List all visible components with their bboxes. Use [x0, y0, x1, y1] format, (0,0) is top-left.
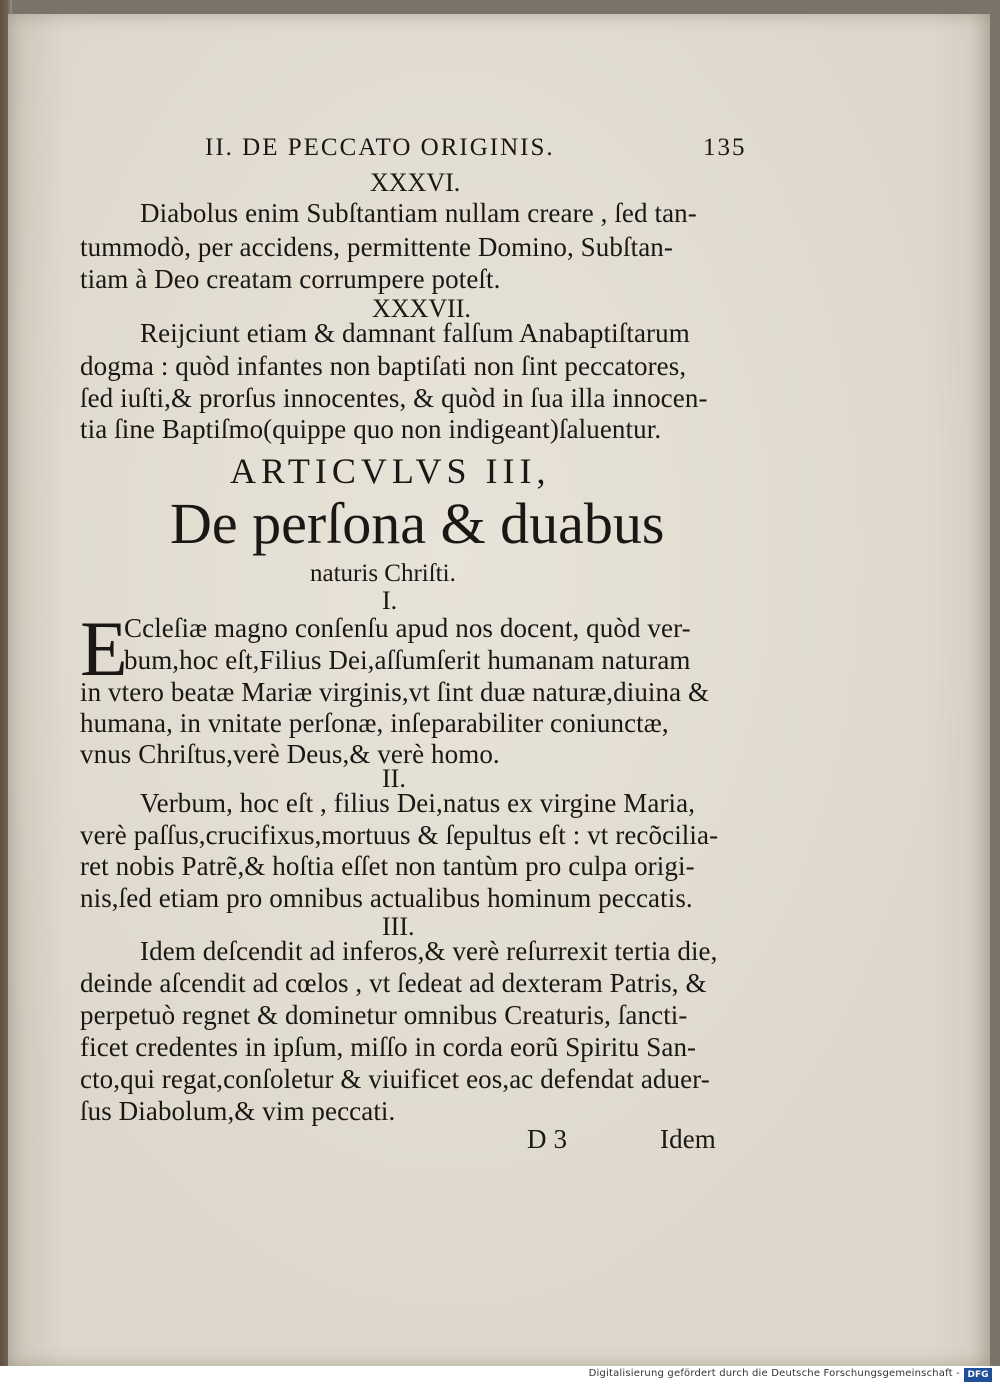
footer-bar — [0, 1366, 1000, 1385]
footer-credit: Digitalisierung gefördert durch die Deutsche Forschungsgemeinschaft - — [588, 1368, 960, 1379]
text-line: tia ſine Baptiſmo(quippe quo non indigeant)ſaluentur. — [80, 414, 662, 444]
text-line: deinde aſcendit ad cœlos , vt ſedeat ad dexteram Patris, & — [80, 968, 707, 998]
catchword: Idem — [660, 1124, 716, 1154]
text-line: Idem deſcendit ad inferos,& verè reſurrexit tertia die, — [140, 936, 718, 966]
dfg-logo: DFG — [964, 1368, 992, 1382]
paragraph-number-2: II. — [382, 764, 406, 793]
text-line: bum,hoc eſt,Filius Dei,aſſumſerit humanam naturam — [124, 645, 691, 675]
section-number-36: XXXVI. — [370, 168, 461, 197]
page-edge — [970, 14, 990, 1366]
page-number: 135 — [703, 134, 747, 161]
drop-cap: E — [80, 605, 128, 692]
running-title: II. DE PECCATO ORIGINIS. — [205, 134, 555, 161]
text-line: cto,qui regat,conſoletur & viuificet eos,ac defendat aduer- — [80, 1064, 710, 1094]
section-number-37: XXXVII. — [372, 294, 471, 323]
text-line: in vtero beatæ Mariæ virginis,vt ſint duæ naturæ,diuina & — [80, 677, 710, 707]
text-line: tiam à Deo creatam corrumpere poteſt. — [80, 264, 501, 294]
text-line: Diabolus enim Subſtantiam nullam creare , ſed tan- — [140, 198, 697, 228]
text-line: tummodò, per accidens, permittente Domino, Subſtan- — [80, 232, 673, 262]
text-line: ſus Diabolum,& vim peccati. — [80, 1096, 396, 1126]
article-heading: ARTICVLVS III, — [230, 451, 551, 491]
text-line: perpetuò regnet & dominetur omnibus Creaturis, ſancti- — [80, 1000, 688, 1030]
text-line: nis,ſed etiam pro omnibus actualibus hominum peccatis. — [80, 883, 693, 913]
text-line: Ccleſiæ magno conſenſu apud nos docent, quòd ver- — [124, 613, 691, 643]
text-line: verè paſſus,crucifixus,mortuus & ſepultus eſt : vt recõcilia- — [80, 820, 719, 850]
paragraph-number-1: I. — [382, 586, 398, 615]
article-title: De perſona & duabus — [170, 491, 665, 556]
text-line: vnus Chriſtus,verè Deus,& verè homo. — [80, 739, 500, 769]
article-subtitle: naturis Chriſti. — [310, 560, 456, 587]
text-line: humana, in vnitate perſonæ, inſeparabiliter coniunctæ, — [80, 708, 669, 738]
text-line: ficet credentes in ipſum, miſſo in corda eorũ Spiritu San- — [80, 1032, 697, 1062]
text-line: Verbum, hoc eſt , filius Dei,natus ex virgine Maria, — [140, 788, 696, 818]
text-line: ret nobis Patrẽ,& hoſtia eſſet non tantùm pro culpa origi- — [80, 851, 695, 881]
paragraph-number-3: III. — [382, 912, 415, 941]
text-line: ſed iuſti,& prorſus innocentes, & quòd in ſua illa innocen- — [80, 383, 708, 413]
signature-mark: D 3 — [527, 1124, 568, 1154]
text-line: dogma : quòd infantes non baptiſati non ſint peccatores, — [80, 351, 687, 381]
text-line: Reijciunt etiam & damnant falſum Anabaptiſtarum — [140, 318, 690, 348]
